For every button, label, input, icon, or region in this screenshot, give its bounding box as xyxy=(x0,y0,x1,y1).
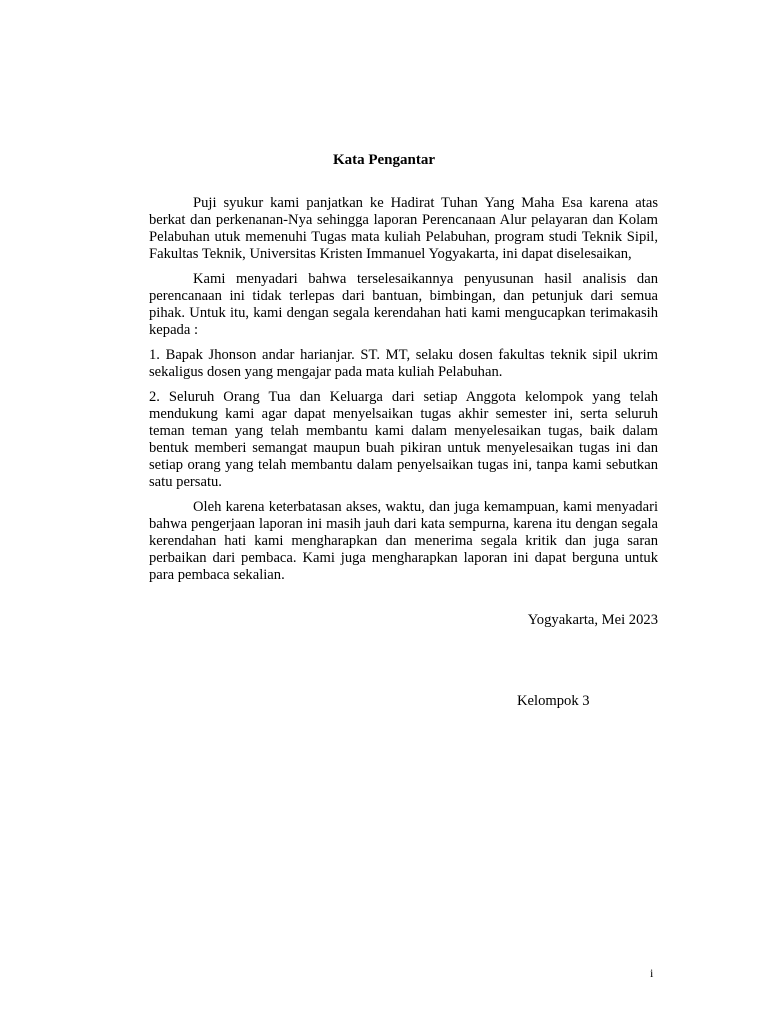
paragraph-closing: Oleh karena keterbatasan akses, waktu, dan juga kemampuan, kami menyadari bahwa pengerjaan laporan ini masih jauh dari kata sempurna, karena itu dengan segala kerendahan hati kami mengharapkan dan menerima segala kritik dan juga saran perbaikan dari pembaca. Kami juga mengharapkan laporan ini dapat berguna untuk para pembaca sekalian. xyxy=(149,499,658,583)
document-body xyxy=(149,195,658,592)
signature-group: Kelompok 3 xyxy=(517,693,590,709)
paragraph-acknowledgement: Kami menyadari bahwa terselesaikannya penyusunan hasil analisis dan perencanaan ini tidak terlepas dari bantuan, bimbingan, dan petunjuk dari semua pihak. Untuk itu, kami dengan segala kerendahan hati kami mengucapkan terimakasih kepada : xyxy=(149,271,658,338)
page-number: i xyxy=(650,966,654,980)
paragraph-opening: Puji syukur kami panjatkan ke Hadirat Tuhan Yang Maha Esa karena atas berkat dan perkenanan-Nya sehingga laporan Perencanaan Alur pelayaran dan Kolam Pelabuhan utuk memenuhi Tugas mata kuliah Pelabuhan, program studi Teknik Sipil, Fakultas Teknik, Universitas Kristen Immanuel Yogyakarta, ini dapat diselesaikan, xyxy=(149,195,658,262)
list-item-family: 2. Seluruh Orang Tua dan Keluarga dari setiap Anggota kelompok yang telah mendukung kami agar dapat menyelsaikan tugas akhir semester ini, serta seluruh teman teman yang telah membantu kami dalam menyelesaikan tugas, baik dalam bentuk memberi semangat maupun buah pikiran untuk menyelesaikan tugas ini dan setiap orang yang telah membantu dalam penyelsaikan tugas ini, tanpa kami sebutkan satu persatu. xyxy=(149,389,658,490)
page-title: Kata Pengantar xyxy=(332,152,436,168)
place-date: Yogyakarta, Mei 2023 xyxy=(527,612,658,628)
list-item-lecturer: 1. Bapak Jhonson andar harianjar. ST. MT, selaku dosen fakultas teknik sipil ukrim sekaligus dosen yang mengajar pada mata kuliah Pelabuhan. xyxy=(149,347,658,380)
